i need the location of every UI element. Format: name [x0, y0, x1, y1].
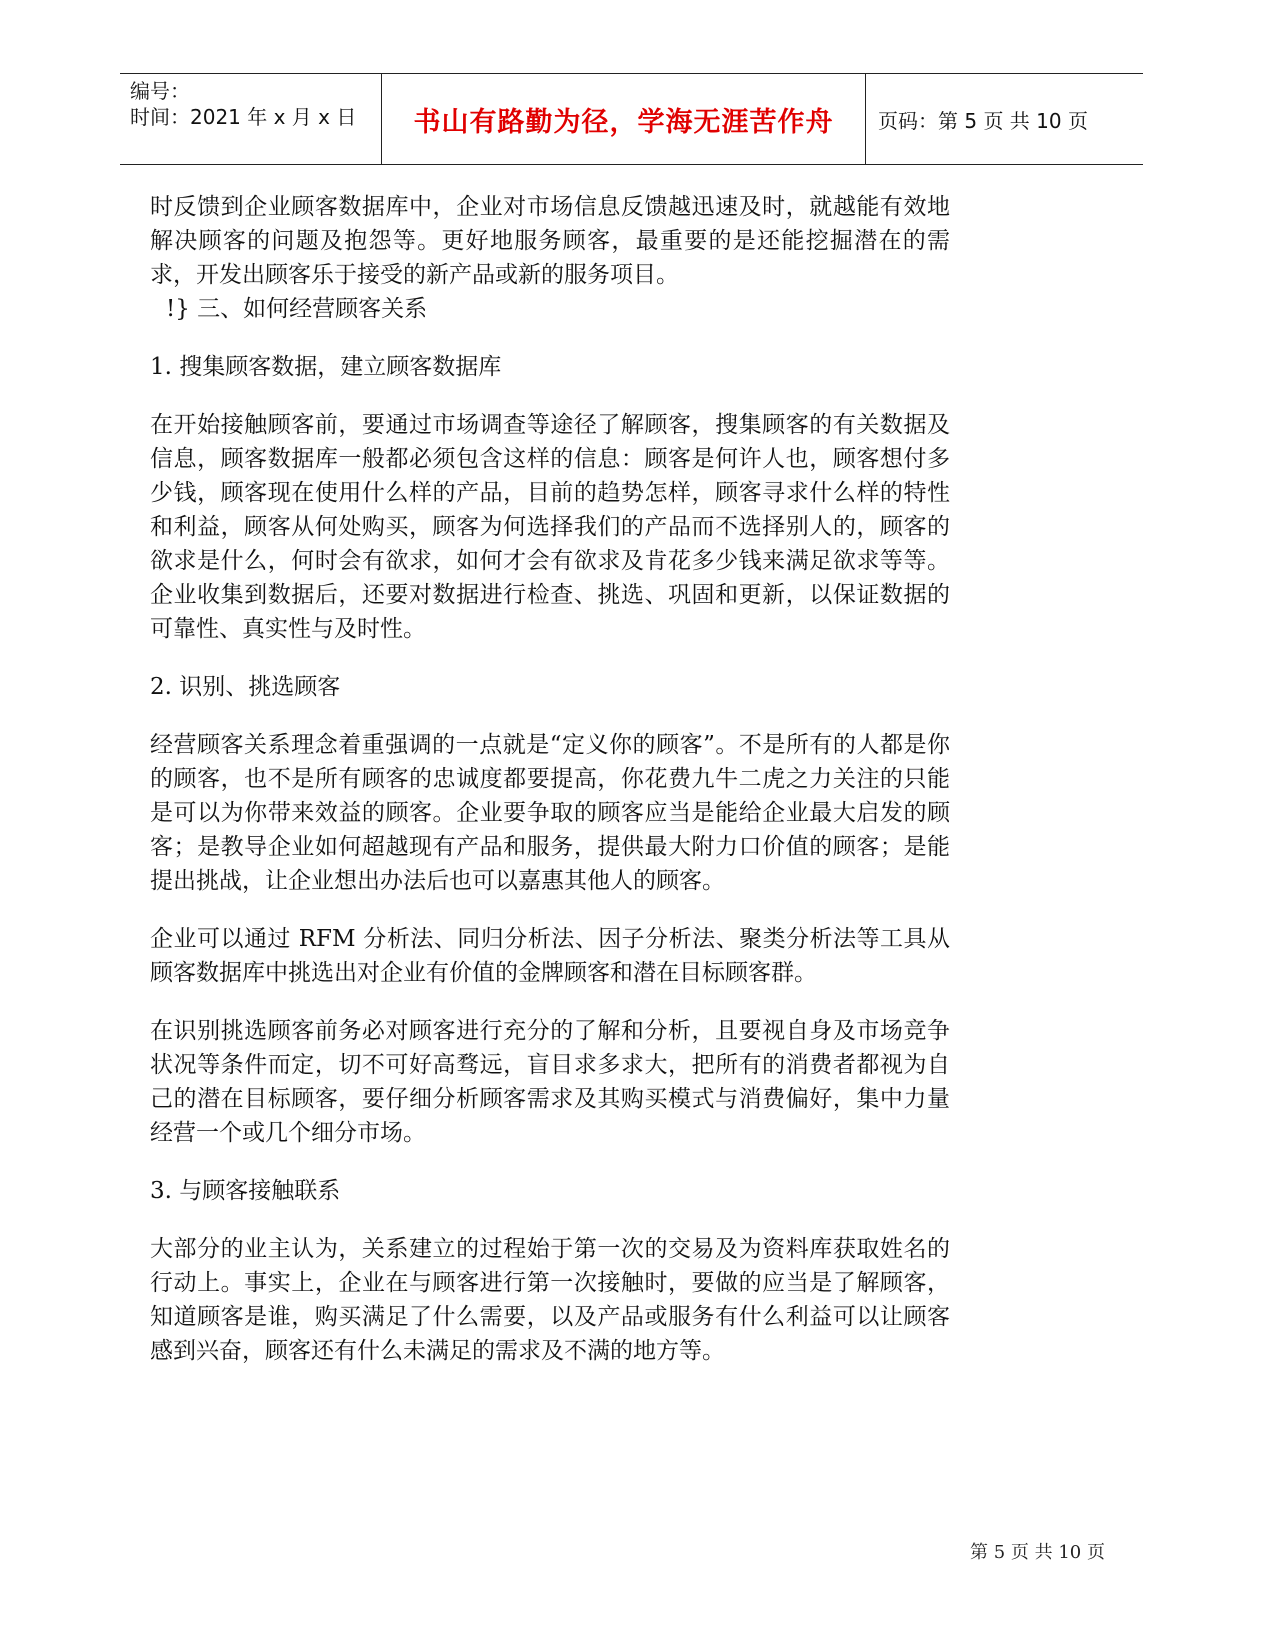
paragraph: 企业可以通过 RFM 分析法、同归分析法、因子分析法、聚类分析法等工具从顾客数据库中挑选出对企业有价值的金牌顾客和潜在目标顾客群。: [150, 926, 950, 986]
header-motto-cell: [382, 74, 866, 164]
paragraph: 经营顾客关系理念着重强调的一点就是“定义你的顾客”。不是所有的人都是你的顾客，也不是所有顾客的忠诚度都要提高，你花费九牛二虎之力关注的只能是可以为你带来效益的顾客。企业要争取的顾客应当是能给企业最大启发的顾客；是教导企业如何超越现有产品和服务，提供最大附力口价值的顾客；是能提出挑战，让企业想出办法后也可以嘉惠其他人的顾客。: [150, 732, 950, 894]
paragraph: 时反馈到企业顾客数据库中，企业对市场信息反馈越迅速及时，就越能有效地解决顾客的问题及抱怨等。更好地服务顾客，最重要的是还能挖掘潜在的需求，开发出顾客乐于接受的新产品或新的服务项目。: [150, 194, 950, 288]
header-meta-cell: [120, 74, 382, 164]
header-page-label: 页码：第 5 页 共 10 页: [878, 108, 1088, 133]
subsection-heading: 2. 识别、挑选顾客: [150, 674, 341, 700]
section-heading: !} 三、如何经营顾客关系: [166, 296, 428, 322]
document-body: [150, 190, 950, 1368]
document-time-label: 时间：2021 年 x 月 x 日: [130, 105, 357, 129]
document-number-label: 编号：: [130, 79, 190, 103]
subsection-heading: 3. 与顾客接触联系: [150, 1178, 341, 1204]
paragraph: 在开始接触顾客前，要通过市场调查等途径了解顾客，搜集顾客的有关数据及信息，顾客数据库一般都必须包含这样的信息：顾客是何许人也，顾客想付多少钱，顾客现在使用什么样的产品，目前的趋势怎样，顾客寻求什么样的特性和利益，顾客从何处购买，顾客为何选择我们的产品而不选择别人的，顾客的欲求是什么，何时会有欲求，如何才会有欲求及肯花多少钱来满足欲求等等。企业收集到数据后，还要对数据进行检查、挑选、巩固和更新，以保证数据的可靠性、真实性与及时性。: [150, 412, 950, 642]
header-motto: 书山有路勤为径，学海无涯苦作舟: [413, 106, 834, 138]
page-footer: 第 5 页 共 10 页: [970, 1542, 1105, 1563]
document-header: [120, 73, 1143, 165]
paragraph: 在识别挑选顾客前务必对顾客进行充分的了解和分析，且要视自身及市场竞争状况等条件而定，切不可好高骛远，盲目求多求大，把所有的消费者都视为自己的潜在目标顾客，要仔细分析顾客需求及其购买模式与消费偏好，集中力量经营一个或几个细分市场。: [150, 1018, 950, 1146]
paragraph: 大部分的业主认为，关系建立的过程始于第一次的交易及为资料库获取姓名的行动上。事实上，企业在与顾客进行第一次接触时，要做的应当是了解顾客，知道顾客是谁，购买满足了什么需要，以及产品或服务有什么利益可以让顾客感到兴奋，顾客还有什么未满足的需求及不满的地方等。: [150, 1236, 950, 1364]
subsection-heading: 1. 搜集顾客数据，建立顾客数据库: [150, 354, 502, 380]
header-page-cell: [866, 74, 1143, 164]
